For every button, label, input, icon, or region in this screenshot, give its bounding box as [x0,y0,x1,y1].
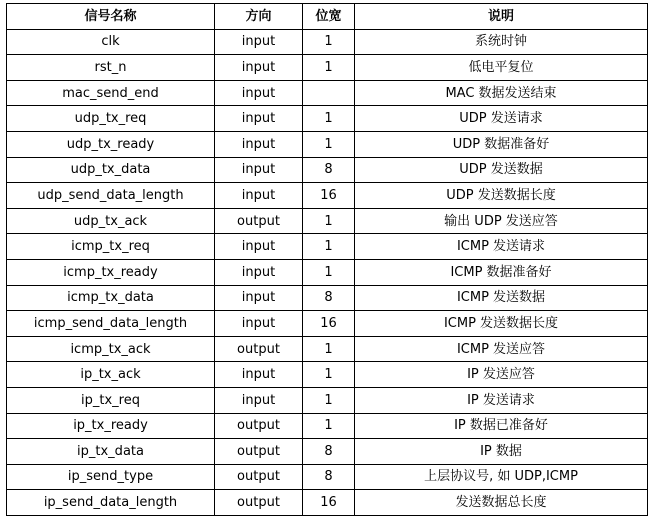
cell-description: 系统时钟 [355,29,648,55]
cell-bit-width: 8 [303,439,355,465]
cell-bit-width: 1 [303,362,355,388]
cell-direction: output [215,208,303,234]
cell-direction: input [215,80,303,106]
cell-description: ICMP 数据准备好 [355,259,648,285]
cell-signal-name: clk [7,29,215,55]
cell-description: ICMP 发送请求 [355,234,648,260]
table-row [7,387,648,413]
cell-direction: input [215,362,303,388]
cell-direction: input [215,55,303,81]
signal-table [6,3,648,516]
table-row [7,80,648,106]
cell-bit-width: 1 [303,413,355,439]
table-row [7,183,648,209]
table-row [7,208,648,234]
cell-signal-name: ip_tx_req [7,387,215,413]
header-direction: 方向 [215,4,303,30]
cell-description: 低电平复位 [355,55,648,81]
cell-signal-name: udp_tx_req [7,106,215,132]
cell-direction: input [215,29,303,55]
cell-bit-width: 1 [303,131,355,157]
cell-bit-width: 1 [303,106,355,132]
table-row [7,55,648,81]
table-row [7,336,648,362]
header-description: 说明 [355,4,648,30]
table-row [7,311,648,337]
header-row [7,4,648,30]
table-body [7,29,648,515]
cell-description: MAC 数据发送结束 [355,80,648,106]
cell-description: ICMP 发送数据长度 [355,311,648,337]
cell-signal-name: rst_n [7,55,215,81]
cell-direction: input [215,259,303,285]
cell-signal-name: udp_tx_data [7,157,215,183]
cell-description: UDP 发送数据长度 [355,183,648,209]
cell-bit-width: 1 [303,29,355,55]
cell-bit-width [303,80,355,106]
cell-signal-name: ip_tx_data [7,439,215,465]
cell-description: 发送数据总长度 [355,490,648,516]
table-row [7,106,648,132]
table-row [7,157,648,183]
cell-description: UDP 数据准备好 [355,131,648,157]
cell-direction: output [215,336,303,362]
cell-bit-width: 8 [303,157,355,183]
cell-direction: input [215,157,303,183]
header-signal-name: 信号名称 [7,4,215,30]
cell-signal-name: udp_tx_ready [7,131,215,157]
cell-bit-width: 8 [303,285,355,311]
table-row [7,234,648,260]
cell-signal-name: icmp_send_data_length [7,311,215,337]
cell-description: IP 发送请求 [355,387,648,413]
cell-direction: output [215,490,303,516]
table-header [7,4,648,30]
cell-signal-name: mac_send_end [7,80,215,106]
table-row [7,285,648,311]
cell-bit-width: 1 [303,387,355,413]
cell-signal-name: ip_tx_ack [7,362,215,388]
cell-bit-width: 16 [303,183,355,209]
table-row [7,439,648,465]
cell-bit-width: 1 [303,234,355,260]
cell-description: IP 数据已准备好 [355,413,648,439]
cell-bit-width: 1 [303,55,355,81]
cell-signal-name: icmp_tx_ready [7,259,215,285]
cell-direction: input [215,234,303,260]
cell-signal-name: ip_send_data_length [7,490,215,516]
cell-description: UDP 发送请求 [355,106,648,132]
table-row [7,464,648,490]
cell-signal-name: udp_tx_ack [7,208,215,234]
cell-bit-width: 1 [303,208,355,234]
table-row [7,131,648,157]
table-row [7,362,648,388]
cell-signal-name: icmp_tx_data [7,285,215,311]
cell-bit-width: 1 [303,259,355,285]
cell-direction: input [215,311,303,337]
cell-direction: input [215,106,303,132]
cell-bit-width: 16 [303,311,355,337]
cell-direction: output [215,413,303,439]
cell-description: 输出 UDP 发送应答 [355,208,648,234]
cell-signal-name: udp_send_data_length [7,183,215,209]
cell-direction: input [215,387,303,413]
table-row [7,259,648,285]
cell-description: IP 发送应答 [355,362,648,388]
header-bit-width: 位宽 [303,4,355,30]
cell-bit-width: 16 [303,490,355,516]
table-row [7,29,648,55]
cell-signal-name: icmp_tx_ack [7,336,215,362]
cell-description: UDP 发送数据 [355,157,648,183]
cell-bit-width: 8 [303,464,355,490]
table-row [7,490,648,516]
cell-direction: input [215,285,303,311]
cell-description: ICMP 发送数据 [355,285,648,311]
table-row [7,413,648,439]
cell-description: 上层协议号, 如 UDP,ICMP [355,464,648,490]
cell-direction: input [215,183,303,209]
cell-bit-width: 1 [303,336,355,362]
cell-description: ICMP 发送应答 [355,336,648,362]
cell-direction: output [215,464,303,490]
cell-signal-name: ip_tx_ready [7,413,215,439]
cell-description: IP 数据 [355,439,648,465]
cell-direction: input [215,131,303,157]
cell-direction: output [215,439,303,465]
cell-signal-name: icmp_tx_req [7,234,215,260]
cell-signal-name: ip_send_type [7,464,215,490]
